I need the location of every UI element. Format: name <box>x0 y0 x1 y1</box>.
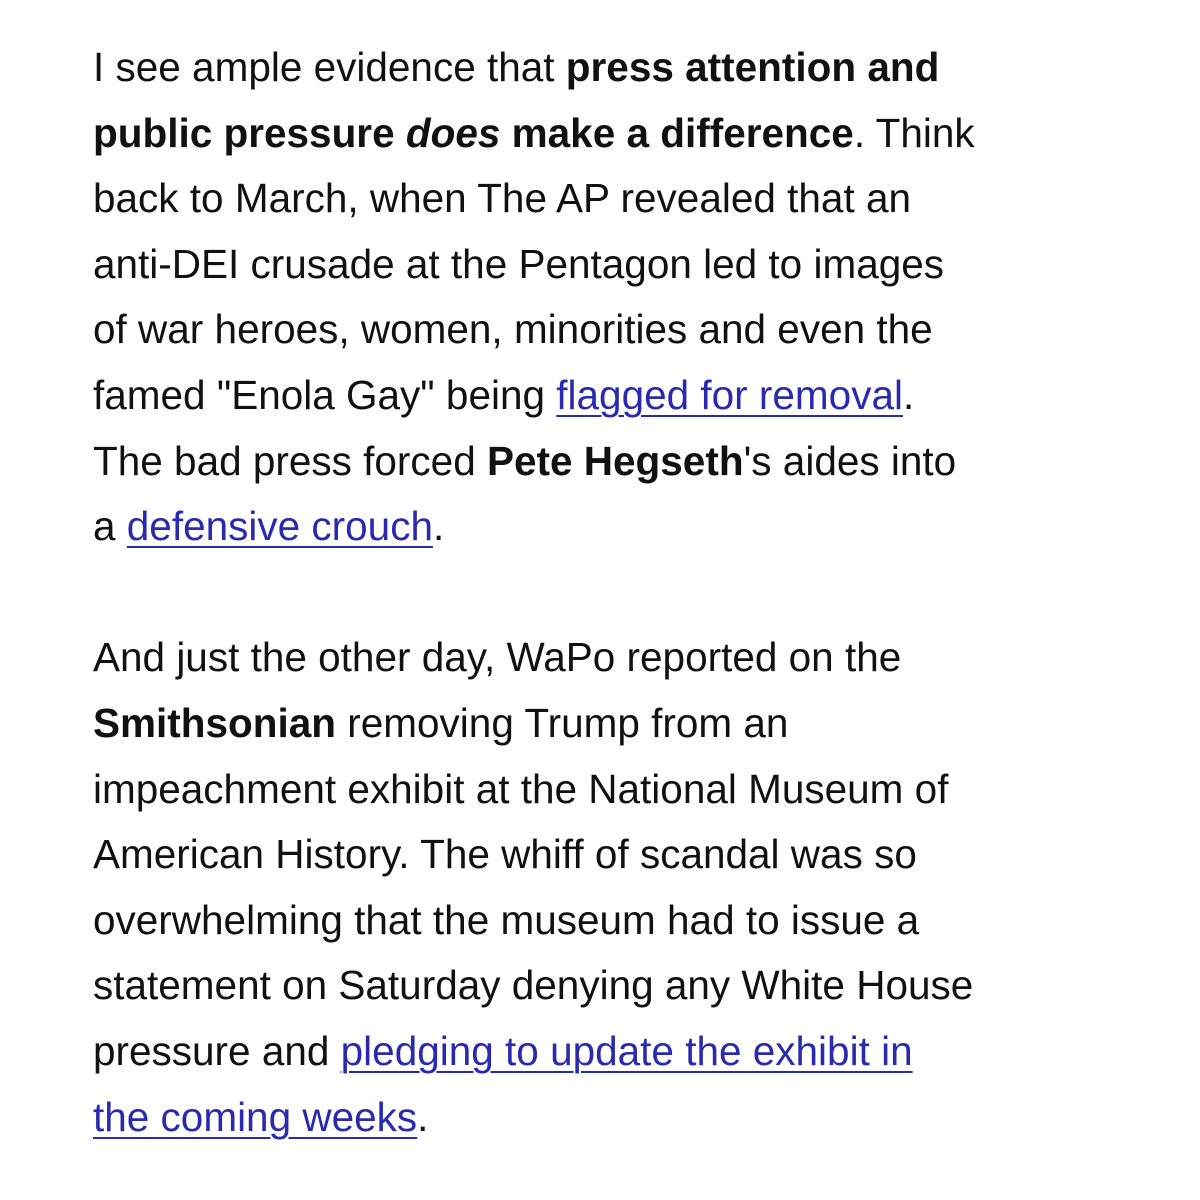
emphasis-text: does <box>405 109 501 156</box>
text: a <box>93 503 127 550</box>
text-line: of war heroes, women, minorities and even the <box>93 306 933 353</box>
text: famed "Enola Gay" being <box>93 371 557 418</box>
bold-text: Smithsonian <box>93 699 337 746</box>
text: 's aides into <box>743 437 957 484</box>
text: . <box>417 1093 429 1140</box>
defensive-crouch-link[interactable]: defensive crouch <box>126 503 433 550</box>
text-line: statement on Saturday denying any White House <box>93 962 974 1009</box>
paragraph-smithsonian <box>93 625 1103 1150</box>
text-line: anti-DEI crusade at the Pentagon led to images <box>93 240 945 287</box>
text-line <box>93 1019 1103 1085</box>
text: . <box>432 503 445 550</box>
bold-text-part: make a difference <box>500 109 854 156</box>
text: removing Trump from an <box>336 699 789 746</box>
text-line: And just the other day, WaPo reported on the <box>93 634 902 681</box>
text-line: American History. The whiff of scandal was so <box>93 831 917 878</box>
pledging-update-exhibit-link[interactable]: pledging to update the exhibit in <box>340 1027 913 1074</box>
text: pressure and <box>93 1027 341 1074</box>
text: . Think <box>853 109 975 156</box>
pledging-update-exhibit-link[interactable]: the coming weeks <box>93 1093 418 1140</box>
text-line <box>93 101 1103 167</box>
text-line <box>93 494 1103 560</box>
bold-text: Pete Hegseth <box>486 437 744 484</box>
paragraph-press-attention <box>93 35 1103 560</box>
text-line <box>93 429 1103 495</box>
flagged-for-removal-link[interactable]: flagged for removal <box>556 371 903 418</box>
bold-text <box>93 110 854 156</box>
text-line <box>93 1085 1103 1151</box>
article-body <box>93 35 1103 1150</box>
bold-text: press attention and <box>565 44 940 90</box>
text-line: impeachment exhibit at the National Museum of <box>93 765 949 812</box>
text: . <box>902 371 915 418</box>
bold-text-part: public pressure <box>93 109 406 156</box>
text: I see ample evidence that <box>93 44 566 90</box>
text-line <box>93 363 1103 429</box>
text: The bad press forced <box>93 437 487 484</box>
text-line <box>93 35 1103 101</box>
text-line: overwhelming that the museum had to issue a <box>93 896 920 943</box>
text-line: back to March, when The AP revealed that an <box>93 175 912 222</box>
text-line <box>93 691 1103 757</box>
